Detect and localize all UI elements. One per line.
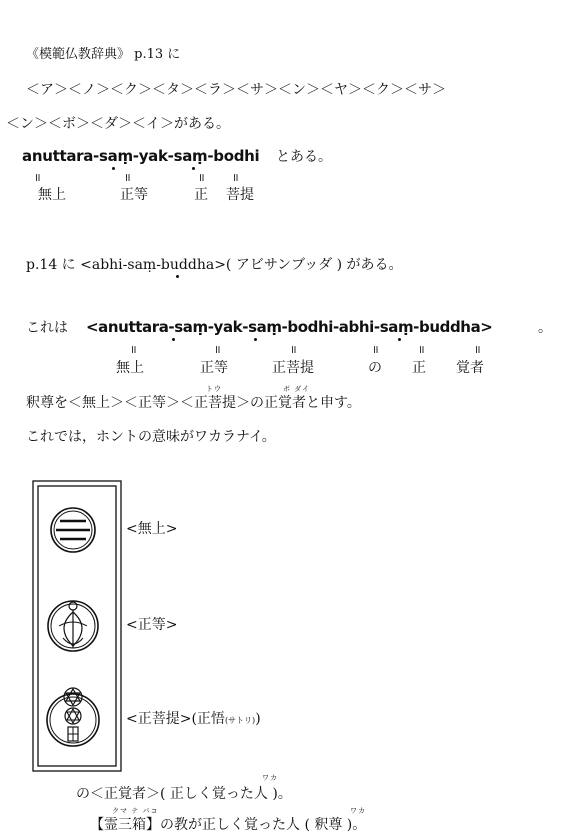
gloss-word: 無上 <box>116 360 144 376</box>
diacritic-dot <box>112 167 115 170</box>
diagram-label-shobodai <box>126 712 261 726</box>
equivalence-mark: ॥ <box>214 343 221 356</box>
diacritic-dot <box>172 338 175 341</box>
katakana-line-2: ＜ン＞＜ボ＞＜ダ＞＜イ＞がある。 <box>6 116 230 132</box>
hexagram-circle-icon <box>45 680 101 760</box>
equivalence-mark: ॥ <box>34 171 41 184</box>
p14-line: p.14 に <abhi-saṃ-buddha>( アビサンブッダ ) がある。 <box>26 257 403 273</box>
equivalence-mark: ॥ <box>290 343 297 356</box>
equivalence-mark: ॥ <box>474 343 481 356</box>
sanskrit-term-1-suffix: とある。 <box>276 149 332 165</box>
sanskrit-term-2-suffix: 。 <box>538 320 552 336</box>
diacritic-dot <box>398 338 401 341</box>
gloss-word: 正 <box>412 360 426 376</box>
kore-prefix: これは <box>26 320 68 336</box>
vesica-circle-icon <box>45 588 101 664</box>
equivalence-mark: ॥ <box>418 343 425 356</box>
ruby-bodai: ボ ダイ <box>283 385 311 393</box>
gloss-word: 正等 <box>120 187 148 203</box>
diagram-label-mujo: <無上> <box>126 521 178 537</box>
diagram-label-shoto: <正等> <box>126 617 178 633</box>
ruby-waka-1: ワカ <box>262 774 278 782</box>
shakuson-line: 釈尊を＜無上＞＜正等＞＜正菩提＞の正覚者と申す。 <box>26 395 361 411</box>
equivalence-mark: ॥ <box>198 171 205 184</box>
gloss-word: 正菩提 <box>272 360 314 376</box>
sanskrit-term-1: anuttara-saṃ-yak-saṃ-bodhi <box>22 147 260 165</box>
gloss-word: 菩提 <box>226 187 254 203</box>
equivalence-mark: ॥ <box>372 343 379 356</box>
three-lines-circle-icon <box>48 505 98 555</box>
diacritic-dot <box>176 275 179 278</box>
equivalence-mark: ॥ <box>232 171 239 184</box>
gloss-word: 覚者 <box>456 360 484 376</box>
equivalence-mark: ॥ <box>130 343 137 356</box>
honto-line: これでは，ホントの意味がワカラナイ。 <box>26 429 276 445</box>
ruby-tou: トウ <box>206 385 222 393</box>
diagram-label-close-paren: ) <box>255 711 261 727</box>
diagram-label-shobodai-main: <正菩提>(正悟 <box>126 711 225 727</box>
diacritic-dot <box>192 167 195 170</box>
katakana-line-1: ＜ア＞＜ノ＞＜ク＞＜タ＞＜ラ＞＜サ＞＜ン＞＜ヤ＞＜ク＞＜サ＞ <box>26 82 446 98</box>
diagram-label-satori-ruby: (サトリ) <box>224 716 256 725</box>
sanskrit-term-2: <anuttara-saṃ-yak-saṃ-bodhi-abhi-saṃ-buddha> <box>86 318 493 336</box>
gloss-word: の <box>368 360 382 376</box>
equivalence-mark: ॥ <box>124 171 131 184</box>
ruby-kumitehako: クマ テ バコ <box>112 807 159 815</box>
diacritic-dot <box>254 338 257 341</box>
footer-line-1: の＜正覚者＞( 正しく覚った人 )。 <box>76 786 292 802</box>
gloss-word: 無上 <box>38 187 66 203</box>
source-line: 《模範仏教辞典》 p.13 に <box>26 47 181 62</box>
gloss-word: 正 <box>194 187 208 203</box>
ruby-waka-2: ワカ <box>350 807 366 815</box>
footer-line-2: 【霊三箱】の教が正しく覚った人 ( 釈尊 )。 <box>90 817 367 833</box>
gloss-word: 正等 <box>200 360 228 376</box>
